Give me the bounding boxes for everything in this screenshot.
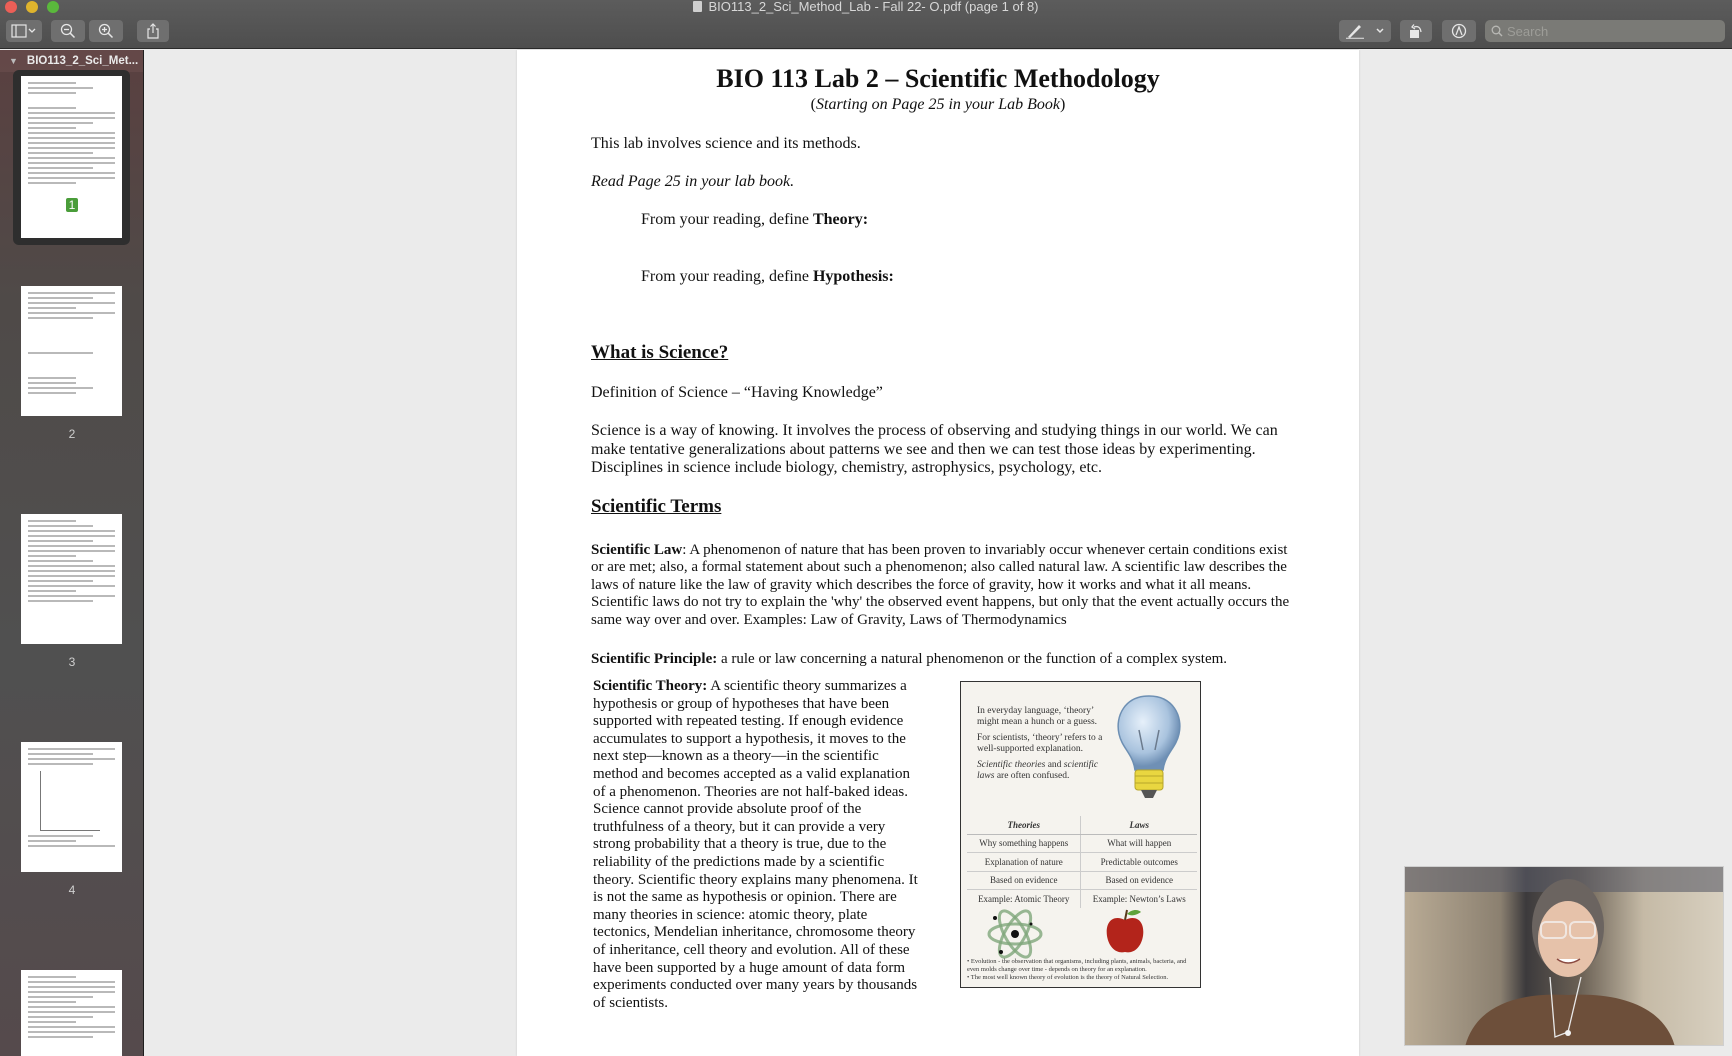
atom-icon: [985, 908, 1045, 960]
page-number-2: 2: [68, 427, 76, 441]
table-row: Based on evidence Based on evidence: [967, 871, 1197, 890]
table-header-laws: Laws: [1081, 816, 1197, 834]
share-button[interactable]: [137, 20, 169, 42]
rotate-button[interactable]: [1400, 20, 1432, 42]
disclosure-triangle-icon[interactable]: ▼: [9, 56, 18, 66]
page-thumbnail-5[interactable]: [21, 970, 122, 1056]
theory-law-comparison-table: [967, 816, 1197, 908]
scientific-principle-paragraph: Scientific Principle: a rule or law concerning a natural phenomenon or the function of a complex system.: [591, 651, 1228, 667]
pdf-page-1: [517, 50, 1359, 1056]
share-icon: [146, 23, 160, 39]
table-row: Example: Atomic Theory Example: Newton’s Laws: [967, 890, 1197, 909]
zoom-out-button[interactable]: [51, 20, 85, 42]
page-thumbnail-4[interactable]: [21, 742, 122, 872]
window-toolbar: [0, 0, 1732, 49]
figure-intro-text: In everyday language, ‘theory’ might mean a hunch or a guess. For scientists, ‘theory’ refers to a well-supported explanation. Scientific theories and scientific laws are often confused.: [977, 706, 1103, 781]
lightbulb-icon: [1109, 690, 1189, 810]
sidebar-icon: [11, 24, 37, 38]
search-icon: [1491, 25, 1503, 37]
markup-pen-button[interactable]: [1339, 20, 1391, 42]
markup-toolbar-icon: [1451, 23, 1467, 39]
table-header-theories: Theories: [967, 816, 1081, 834]
search-input[interactable]: [1507, 24, 1707, 39]
scientific-theory-paragraph: Scientific Theory: A scientific theory summarizes a hypothesis or group of hypotheses that have been supported with repeated testing. If enough evidence accumulates to support a hypothesis, it moves to the next step—known as a theory—in the scientific method and becomes accepted as a valid explanation of a phenomenon. Theories are not half-baked ideas. Science cannot provide absolute proof of the truthfulness of a theory, but it can provide a very strong probability that a theory is true, due to the reliability of the predictions made by a scientific theory. Scientific theory explains many phenomena. It is not the same as hypothesis or opinion. There are many theories in science: atomic theory, plate tectonics, Mendelian inheritance, chromosome theory of inheritance, cell theory and evolution. All of these have been supported by a huge amount of data form experiments conducted over many years by thousands of scientists.: [593, 678, 918, 1011]
thumbnail-sidebar[interactable]: [0, 50, 144, 1056]
intro-text: This lab involves science and its methods.: [591, 135, 861, 152]
page-number-4: 4: [68, 883, 76, 897]
zoom-out-icon: [60, 23, 76, 39]
science-paragraph: Science is a way of knowing. It involves the process of observing and studying things in our world. We can make tentative generalizations about patterns we see and then we can test those ideas by experimenting. Disciplines in science include biology, chemistry, astrophysics, psychology, etc.: [591, 422, 1278, 476]
pdf-document-icon: [693, 1, 702, 12]
window-title: [0, 0, 1732, 14]
science-definition: Definition of Science – “Having Knowledge”: [591, 384, 883, 401]
sidebar-document-header[interactable]: [0, 50, 143, 72]
theory-vs-law-figure: [960, 681, 1201, 988]
page-number-3: 3: [68, 655, 76, 669]
document-title: BIO 113 Lab 2 – Scientific Methodology: [716, 64, 1160, 93]
apple-icon: [1103, 906, 1147, 956]
webcam-video-overlay[interactable]: [1404, 866, 1724, 1046]
search-field[interactable]: [1485, 20, 1725, 42]
read-note: Read Page 25 in your lab book.: [591, 173, 795, 190]
pen-icon: [1345, 23, 1365, 39]
annotate-button[interactable]: [1442, 20, 1476, 42]
scientific-law-paragraph: Scientific Law: A phenomenon of nature that has been proven to invariably occur whenever certain conditions exist or are met; also, a formal statement about such a phenomenon; also called natural law. A scientific law describes the laws of nature like the law of gravity which describes the force of gravity, how it works and what it all means. Scientific laws do not try to explain the 'why' the observed event happens, but only that the event actually occurs the same way over and over. Examples: Law of Gravity, Laws of Thermodynamics: [591, 542, 1290, 628]
table-row: Why something happens What will happen: [967, 834, 1197, 853]
zoom-in-button[interactable]: [89, 20, 123, 42]
section-heading-scientific-terms: Scientific Terms: [591, 496, 722, 517]
section-heading-what-is-science: What is Science?: [591, 342, 729, 363]
zoom-in-icon: [98, 23, 114, 39]
document-subtitle: (Starting on Page 25 in your Lab Book): [810, 96, 1066, 113]
table-row: Explanation of nature Predictable outcomes: [967, 853, 1197, 872]
sidebar-document-name: BIO113_2_Sci_Met...: [26, 55, 139, 67]
window-title-text: BIO113_2_Sci_Method_Lab - Fall 22- O.pdf (page 1 of 8): [708, 0, 1039, 14]
page-thumbnail-2[interactable]: [21, 286, 122, 416]
define-hypothesis-prompt: From your reading, define Hypothesis:: [641, 268, 894, 285]
figure-notes: • Evolution - the observation that organisms, including plants, animals, bacteria, and even molds change over time - depends on theory for an explanation. • The most well known theory of evolution is the theory of Natural Selection.: [967, 958, 1199, 982]
chevron-down-icon[interactable]: [1375, 27, 1385, 35]
page-thumbnail-3[interactable]: [21, 514, 122, 644]
sidebar-toggle-button[interactable]: [6, 20, 42, 42]
presenter-video-feed: [1405, 867, 1724, 1046]
define-theory-prompt: From your reading, define Theory:: [641, 211, 869, 228]
rotate-left-icon: [1408, 23, 1424, 39]
page-number-1: 1: [0, 198, 144, 212]
page-thumbnail-1[interactable]: [21, 76, 122, 238]
